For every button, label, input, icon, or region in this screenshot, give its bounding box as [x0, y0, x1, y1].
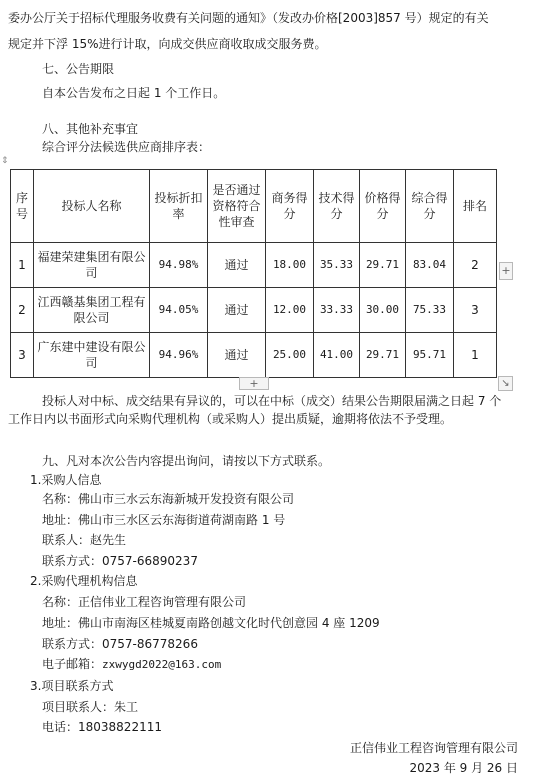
agent-email: [42, 656, 221, 673]
cell-business-score: 12.00: [266, 288, 314, 333]
cell-price-score: 29.71: [360, 243, 406, 288]
cell-business-score: 18.00: [266, 243, 314, 288]
header-business-score: 商务得分: [266, 170, 314, 243]
add-column-icon[interactable]: +: [499, 262, 513, 280]
section-8-heading: 八、其他补充事宜: [42, 122, 139, 136]
buyer-phone: 联系方式：0757-66890237: [42, 554, 198, 568]
objection-line-1: 投标人对中标、成交结果有异议的，可以在中标（成交）结果公告期限届满之日起 7 个: [42, 394, 502, 408]
cell-bidder: 广东建中建设有限公司: [34, 333, 150, 378]
agent-address: 地址：佛山市南海区桂城夏南路创越文化时代创意园 4 座 1209: [42, 616, 380, 630]
cell-index: 2: [11, 288, 34, 333]
cell-rank: 3: [454, 288, 497, 333]
cell-price-score: 30.00: [360, 288, 406, 333]
cell-rank: 2: [454, 243, 497, 288]
project-contact-title: 3.项目联系方式: [30, 679, 114, 693]
cell-tech-score: 33.33: [314, 288, 360, 333]
table-row: [11, 288, 497, 333]
agent-email-value: zxwygd2022@163.com: [102, 658, 222, 671]
header-price-score: 价格得分: [360, 170, 406, 243]
cell-total-score: 75.33: [406, 288, 454, 333]
cell-index: 1: [11, 243, 34, 288]
cell-tech-score: 35.33: [314, 243, 360, 288]
cell-index: 3: [11, 333, 34, 378]
header-rank: 排名: [454, 170, 497, 243]
table-row: [11, 243, 497, 288]
header-tech-score: 技术得分: [314, 170, 360, 243]
agent-info-title: 2.采购代理机构信息: [30, 574, 138, 588]
cell-qualification: 通过: [208, 288, 266, 333]
cell-tech-score: 41.00: [314, 333, 360, 378]
table-move-icon[interactable]: ⇕: [1, 156, 9, 166]
header-discount: 投标折扣率: [150, 170, 208, 243]
agent-email-label: 电子邮箱：: [42, 657, 103, 671]
cell-discount: 94.05%: [150, 288, 208, 333]
header-bidder: 投标人名称: [34, 170, 150, 243]
resize-table-icon[interactable]: ↘: [498, 376, 513, 391]
project-phone: 电话：18038822111: [42, 720, 162, 734]
signature-date: 2023 年 9 月 26 日: [409, 761, 518, 775]
table-header-row: [11, 170, 497, 243]
project-contact-person: 项目联系人：朱工: [42, 700, 139, 714]
section-8-body: 综合评分法候选供应商排序表：: [42, 140, 211, 154]
cell-business-score: 25.00: [266, 333, 314, 378]
cell-rank: 1: [454, 333, 497, 378]
section-9-heading: 九、凡对本次公告内容提出询问，请按以下方式联系。: [42, 454, 331, 468]
cell-bidder: 福建荣建集团有限公司: [34, 243, 150, 288]
cell-qualification: 通过: [208, 333, 266, 378]
cell-discount: 94.96%: [150, 333, 208, 378]
table-row: [11, 333, 497, 378]
header-total-score: 综合得分: [406, 170, 454, 243]
buyer-address: 地址：佛山市三水区云东海街道荷湖南路 1 号: [42, 513, 286, 527]
section-7-heading: 七、公告期限: [42, 62, 115, 76]
buyer-name: 名称：佛山市三水云东海新城开发投资有限公司: [42, 492, 295, 506]
objection-line-2: 工作日内以书面形式向采购代理机构（或采购人）提出质疑，逾期将依法不予受理。: [8, 412, 453, 426]
signature-org: 正信伟业工程咨询管理有限公司: [349, 741, 518, 755]
buyer-contact: 联系人：赵先生: [42, 533, 127, 547]
candidate-ranking-table: [10, 169, 496, 378]
header-index: 序号: [11, 170, 34, 243]
add-row-icon[interactable]: +: [239, 377, 269, 390]
cell-price-score: 29.71: [360, 333, 406, 378]
intro-text-line-1: 委办公厅关于招标代理服务收费有关问题的通知》（发改办价格[2003]857 号）规定的有关: [8, 11, 489, 25]
cell-total-score: 83.04: [406, 243, 454, 288]
header-qualification: 是否通过资格符合性审查: [208, 170, 266, 243]
cell-total-score: 95.71: [406, 333, 454, 378]
buyer-info-title: 1.采购人信息: [30, 473, 102, 487]
agent-phone: 联系方式：0757-86778266: [42, 637, 198, 651]
cell-bidder: 江西赣基集团工程有限公司: [34, 288, 150, 333]
intro-text-line-2: 规定并下浮 15%进行计取，向成交供应商收取成交服务费。: [8, 37, 327, 51]
cell-discount: 94.98%: [150, 243, 208, 288]
section-7-body: 自本公告发布之日起 1 个工作日。: [42, 86, 226, 100]
agent-name: 名称：正信伟业工程咨询管理有限公司: [42, 595, 247, 609]
cell-qualification: 通过: [208, 243, 266, 288]
